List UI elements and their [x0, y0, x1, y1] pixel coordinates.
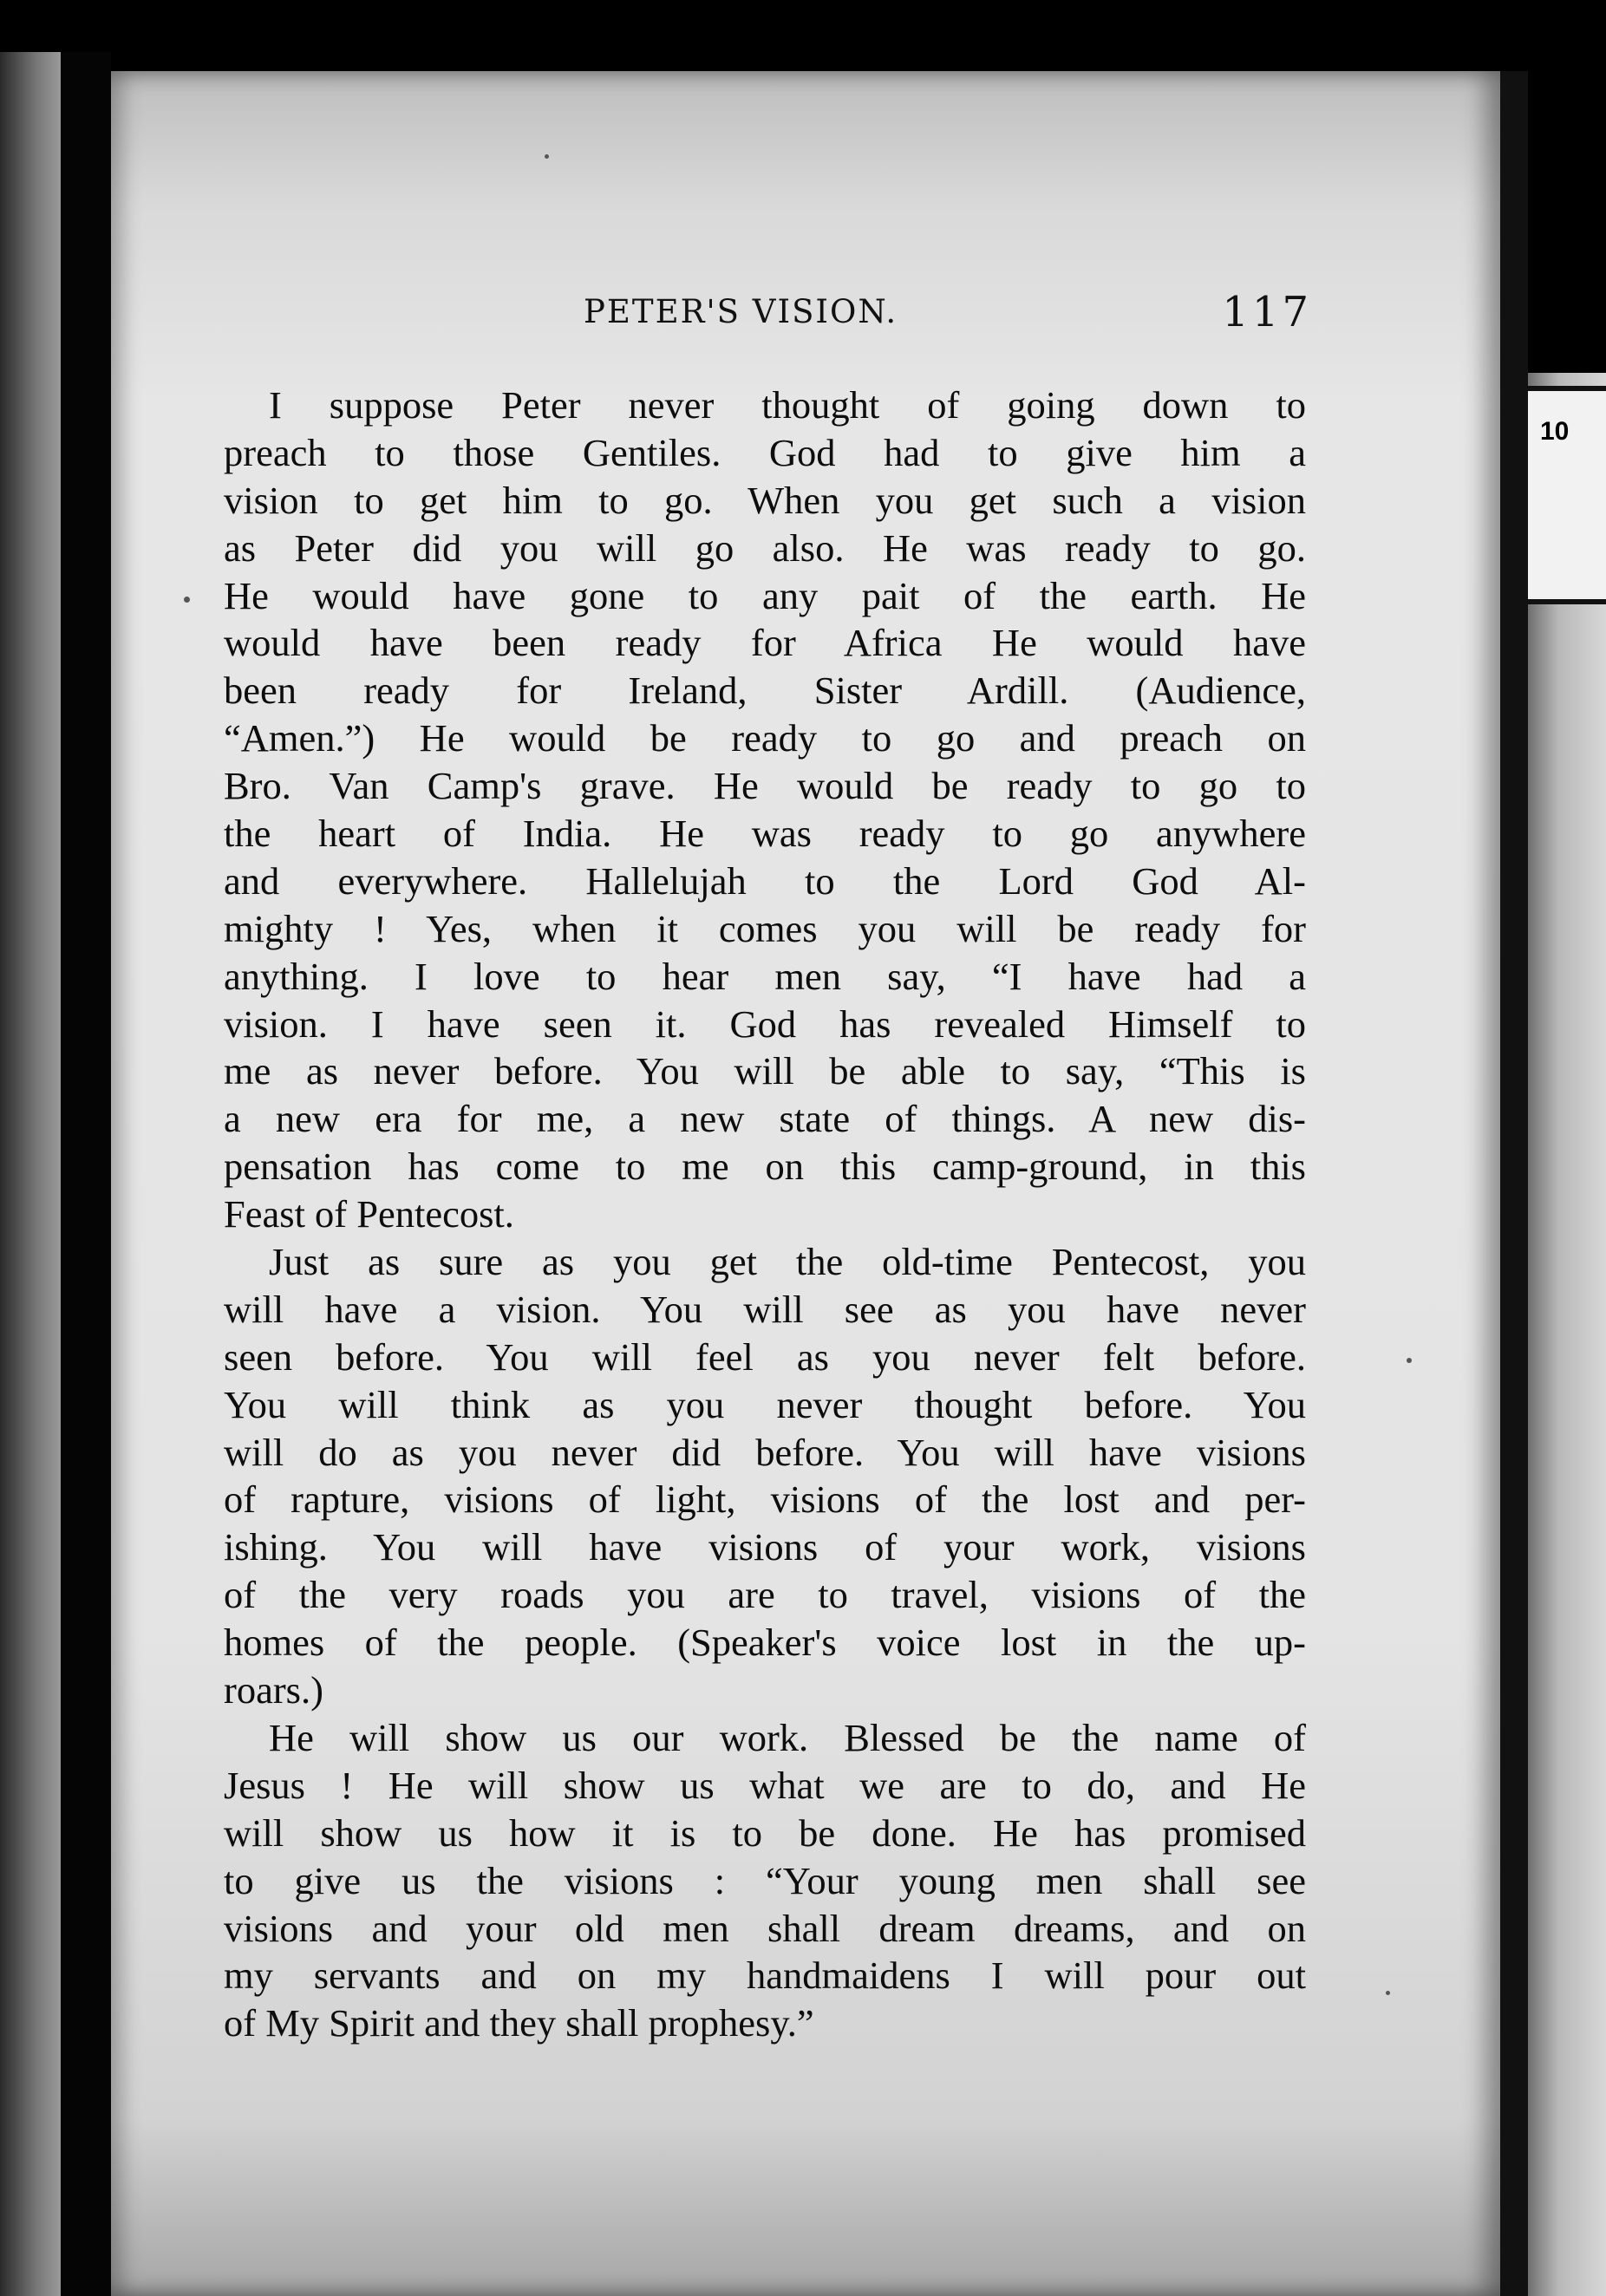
scan-speck: [1386, 1991, 1390, 1995]
text-line: pensation has come to me on this camp-ground, in this: [224, 1145, 1306, 1189]
text-line: anything. I love to hear men say, “I have had a: [224, 954, 1306, 998]
scan-speck: [184, 597, 190, 603]
text-line: vision to get him to go. When you get such a vision: [224, 478, 1306, 522]
paragraph-first-line: I suppose Peter never thought of going down to: [269, 383, 1306, 427]
text-line: would have been ready for Africa He would have: [224, 621, 1306, 665]
text-line: of the very roads you are to travel, visions of the: [224, 1573, 1306, 1617]
text-line: Jesus ! He will show us what we are to do, and He: [224, 1763, 1306, 1807]
text-line: Bro. Van Camp's grave. He would be ready to go to: [224, 764, 1306, 808]
previous-page-edge: [0, 52, 61, 2296]
scan-speck: [1407, 1358, 1412, 1363]
text-line: visions and your old men shall dream dreams, and on: [224, 1906, 1306, 1950]
page-number: 117: [1222, 288, 1312, 336]
gutter-shadow-right: [1500, 71, 1528, 2296]
facing-page-edge: [1528, 373, 1606, 2296]
text-line: “Amen.”) He would be ready to go and preach on: [224, 716, 1306, 760]
facing-page-fragment: [1528, 386, 1606, 604]
running-head: [228, 288, 1312, 345]
text-line: will have a vision. You will see as you have never: [224, 1287, 1306, 1331]
paragraph-first-line: He will show us our work. Blessed be the name of: [269, 1715, 1306, 1759]
text-line: of My Spirit and they shall prophesy.”: [224, 2001, 814, 2045]
text-line: preach to those Gentiles. God had to give him a: [224, 430, 1306, 474]
text-line: to give us the visions : “Your young men shall see: [224, 1858, 1306, 1902]
text-line: homes of the people. (Speaker's voice lost in the up-: [224, 1621, 1306, 1665]
body-text: [224, 382, 1306, 2047]
gutter-shadow-left: [61, 52, 111, 2296]
text-line: will do as you never did before. You will have visions: [224, 1430, 1306, 1474]
text-line: vision. I have seen it. God has revealed Himself to: [224, 1001, 1306, 1046]
text-line: roars.): [224, 1668, 323, 1712]
text-line: He would have gone to any pait of the earth. He: [224, 573, 1306, 617]
text-line: seen before. You will feel as you never felt before.: [224, 1334, 1306, 1379]
scan-speck: [545, 154, 549, 159]
text-line: Feast of Pentecost.: [224, 1192, 514, 1236]
running-head-title: PETER'S VISION.: [584, 293, 898, 330]
text-line: my servants and on my handmaidens I will pour out: [224, 1954, 1306, 1998]
text-line: will show us how it is to be done. He has promised: [224, 1810, 1306, 1855]
text-line: as Peter did you will go also. He was ready to go.: [224, 525, 1306, 570]
text-line: and everywhere. Hallelujah to the Lord God Al-: [224, 858, 1306, 903]
text-line: me as never before. You will be able to say, “This is: [224, 1049, 1306, 1093]
paragraph-first-line: Just as sure as you get the old-time Pentecost, you: [269, 1240, 1306, 1284]
facing-page-fragment-text: 10: [1540, 417, 1570, 446]
text-line: ishing. You will have visions of your work, visions: [224, 1525, 1306, 1569]
text-line: You will think as you never thought before. You: [224, 1382, 1306, 1426]
text-line: mighty ! Yes, when it comes you will be ready for: [224, 906, 1306, 950]
text-line: a new era for me, a new state of things. A new dis-: [224, 1097, 1306, 1141]
text-line: been ready for Ireland, Sister Ardill. (Audience,: [224, 669, 1306, 713]
text-line: of rapture, visions of light, visions of the lost and per-: [224, 1477, 1306, 1522]
text-line: the heart of India. He was ready to go anywhere: [224, 812, 1306, 856]
